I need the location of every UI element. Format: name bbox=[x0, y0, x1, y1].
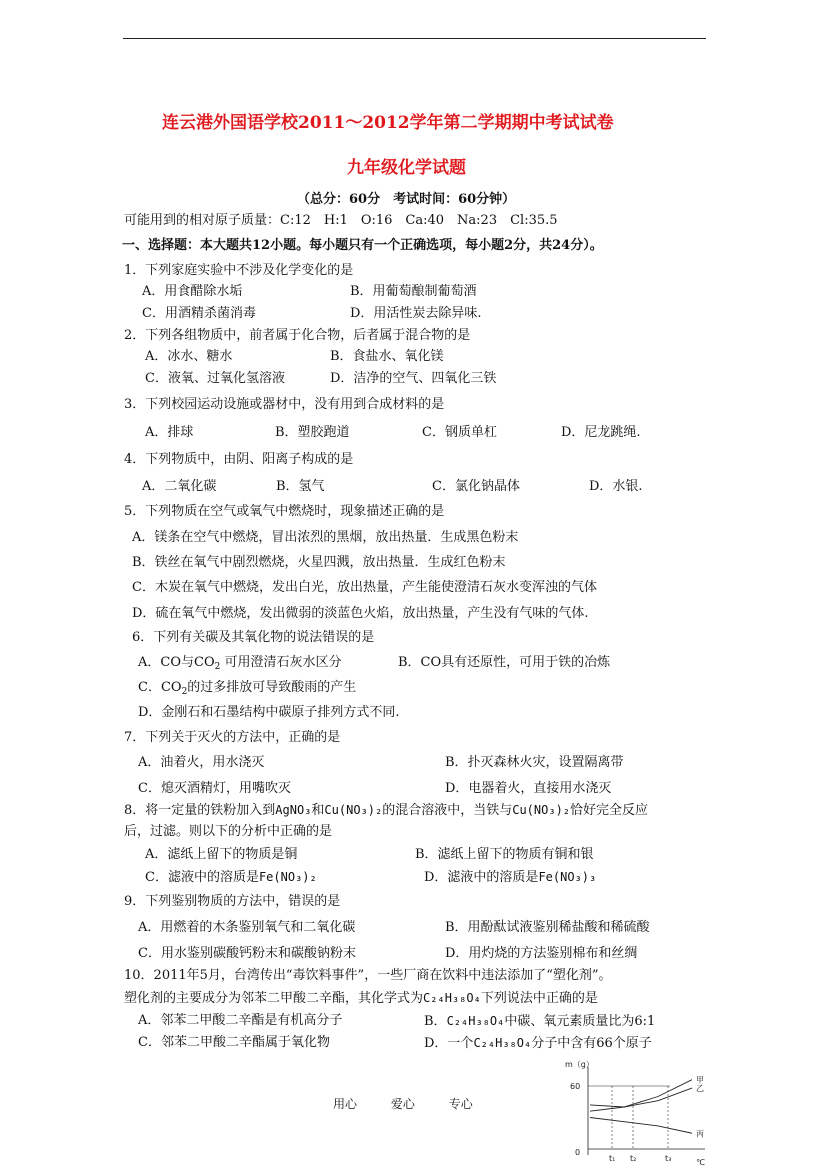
question-stem: 1．下列家庭实验中不涉及化学变化的是 bbox=[124, 263, 354, 278]
y-tick-label: 60 bbox=[570, 1082, 581, 1091]
question-stem: 6．下列有关碳及其氧化物的说法错误的是 bbox=[132, 630, 375, 645]
option: D．水银. bbox=[589, 479, 643, 494]
option: B．滤纸上留下的物质有铜和银 bbox=[415, 847, 594, 862]
y-axis-label: m（g） bbox=[565, 1060, 594, 1069]
question-stem: 5．下列物质在空气或氧气中燃烧时，现象描述正确的是 bbox=[124, 504, 445, 519]
option: A．油着火，用水浇灭 bbox=[138, 755, 265, 770]
option: B．铁丝在氧气中剧烈燃烧，火星四溅，放出热量．生成红色粉末 bbox=[132, 555, 506, 570]
series-label: 甲 bbox=[696, 1075, 704, 1085]
option: B．氢气 bbox=[276, 479, 325, 494]
header-rule bbox=[123, 38, 706, 39]
footer-text: 专心 bbox=[448, 1097, 473, 1111]
option: C．熄灭酒精灯，用嘴吹灭 bbox=[138, 781, 291, 796]
option: C．钢质单杠 bbox=[422, 425, 497, 440]
option: C．液氧、过氧化氢溶液 bbox=[145, 371, 285, 386]
exam-title: 连云港外国语学校2011～2012学年第二学期期中考试试卷 bbox=[162, 113, 614, 133]
question-stem-cont: 塑化剂的主要成分为邻苯二甲酸二辛酯，其化学式为C₂₄H₃₈O₄下列说法中正确的是 bbox=[124, 991, 598, 1006]
question-stem: 7．下列关于灭火的方法中，正确的是 bbox=[124, 730, 341, 745]
series-line-乙 bbox=[590, 1088, 692, 1107]
series-line-甲 bbox=[590, 1080, 692, 1112]
option: A．滤纸上留下的物质是铜 bbox=[145, 847, 298, 862]
option: B．C₂₄H₃₈O₄中碳、氧元素质量比为6:1 bbox=[424, 1014, 656, 1029]
exam-subtitle: 九年级化学试题 bbox=[347, 158, 466, 178]
series-label: 乙 bbox=[696, 1084, 704, 1094]
exam-info: （总分：60分 考试时间：60分钟） bbox=[297, 192, 516, 207]
option: B．塑胶跑道 bbox=[275, 425, 350, 440]
section-heading: 一、选择题：本大题共12小题。每小题只有一个正确选项，每小题2分，共24分）。 bbox=[122, 238, 603, 253]
question-stem: 4．下列物质中，由阴、阳离子构成的是 bbox=[124, 452, 354, 467]
option: A．用燃着的木条鉴别氧气和二氧化碳 bbox=[138, 920, 356, 935]
series-label: 丙 bbox=[696, 1129, 704, 1139]
footer-text: 用心 bbox=[333, 1097, 358, 1111]
atomic-masses: 可能用到的相对原子质量：C:12 H:1 O:16 Ca:40 Na:23 Cl:35.5 bbox=[124, 213, 558, 228]
question-stem: 8．将一定量的铁粉加入到AgNO₃和Cu(NO₃)₂的混合溶液中，当铁与Cu(NO₃)₂恰好完全反应 bbox=[124, 803, 649, 818]
option: A．邻苯二甲酸二辛酯是有机高分子 bbox=[138, 1013, 343, 1028]
option: B．扑灭森林火灾，设置隔离带 bbox=[445, 755, 624, 770]
option: A．二氧化碳 bbox=[142, 479, 217, 494]
option: D．用活性炭去除异味. bbox=[350, 306, 482, 321]
option: D．洁净的空气、四氧化三铁 bbox=[330, 371, 497, 386]
option: D．尼龙跳绳. bbox=[561, 425, 641, 440]
option: B．食盐水、氧化镁 bbox=[330, 349, 444, 364]
option: C．用水鉴别碳酸钙粉末和碳酸钠粉末 bbox=[138, 946, 356, 961]
x-tick-label: t₃ bbox=[665, 1154, 672, 1163]
x-tick-label: t₁ bbox=[609, 1154, 616, 1163]
question-stem: 10．2011年5月，台湾传出“毒饮料事件”，一些厂商在饮料中违法添加了“塑化剂”。 bbox=[124, 968, 612, 983]
option: C．滤液中的溶质是Fe(NO₃)₂ bbox=[145, 870, 317, 885]
footer-text: 爱心 bbox=[390, 1097, 415, 1111]
question-stem: 3．下列校园运动设施或器材中，没有用到合成材料的是 bbox=[124, 397, 445, 412]
option: C．木炭在氧气中燃烧，发出白光，放出热量，产生能使澄清石灰水变浑浊的气体 bbox=[132, 580, 597, 595]
option: C．邻苯二甲酸二辛酯属于氧化物 bbox=[138, 1035, 330, 1050]
option: C．$CO_2$的过多排放可导致酸雨的产生 bbox=[138, 680, 357, 697]
origin-label: 0 bbox=[575, 1148, 581, 1157]
option: B．用酚酞试液鉴别稀盐酸和稀硫酸 bbox=[445, 920, 650, 935]
option: B．用葡萄酿制葡萄酒 bbox=[350, 284, 477, 299]
option: D．滤液中的溶质是Fe(NO₃)₃ bbox=[424, 870, 597, 885]
option: B．CO具有还原性，可用于铁的冶炼 bbox=[398, 655, 611, 670]
option: A．镁条在空气中燃烧，冒出浓烈的黑烟，放出热量．生成黑色粉末 bbox=[132, 530, 519, 545]
question-stem: 2．下列各组物质中，前者属于化合物，后者属于混合物的是 bbox=[124, 328, 471, 343]
option: A．CO与$CO_2$ 可用澄清石灰水区分 bbox=[138, 655, 342, 672]
question-stem: 9．下列鉴别物质的方法中，错误的是 bbox=[124, 894, 341, 909]
option: D．用灼烧的方法鉴别棉布和丝绸 bbox=[445, 946, 638, 961]
x-tick-label: t₂ bbox=[630, 1154, 637, 1163]
option: C．用酒精杀菌消毒 bbox=[142, 306, 256, 321]
x-axis-label: ℃ bbox=[696, 1158, 705, 1167]
option: A．冰水、糖水 bbox=[145, 349, 233, 364]
question-stem-cont: 后，过滤。则以下的分析中正确的是 bbox=[124, 824, 333, 839]
option: D．金刚石和石墨结构中碳原子排列方式不同. bbox=[138, 705, 400, 720]
series-line-丙 bbox=[590, 1118, 692, 1134]
page-footer bbox=[333, 1096, 503, 1112]
option: C．氯化钠晶体 bbox=[432, 479, 520, 494]
option: A．排球 bbox=[145, 425, 194, 440]
option: D．电器着火，直接用水浇灭 bbox=[445, 781, 612, 796]
option: D．一个C₂₄H₃₈O₄分子中含有66个原子 bbox=[424, 1036, 652, 1051]
solubility-chart bbox=[560, 1055, 710, 1167]
option: D．硫在氧气中燃烧，发出微弱的淡蓝色火焰，放出热量，产生没有气味的气体. bbox=[132, 606, 589, 621]
option: A．用食醋除水垢 bbox=[142, 284, 243, 299]
